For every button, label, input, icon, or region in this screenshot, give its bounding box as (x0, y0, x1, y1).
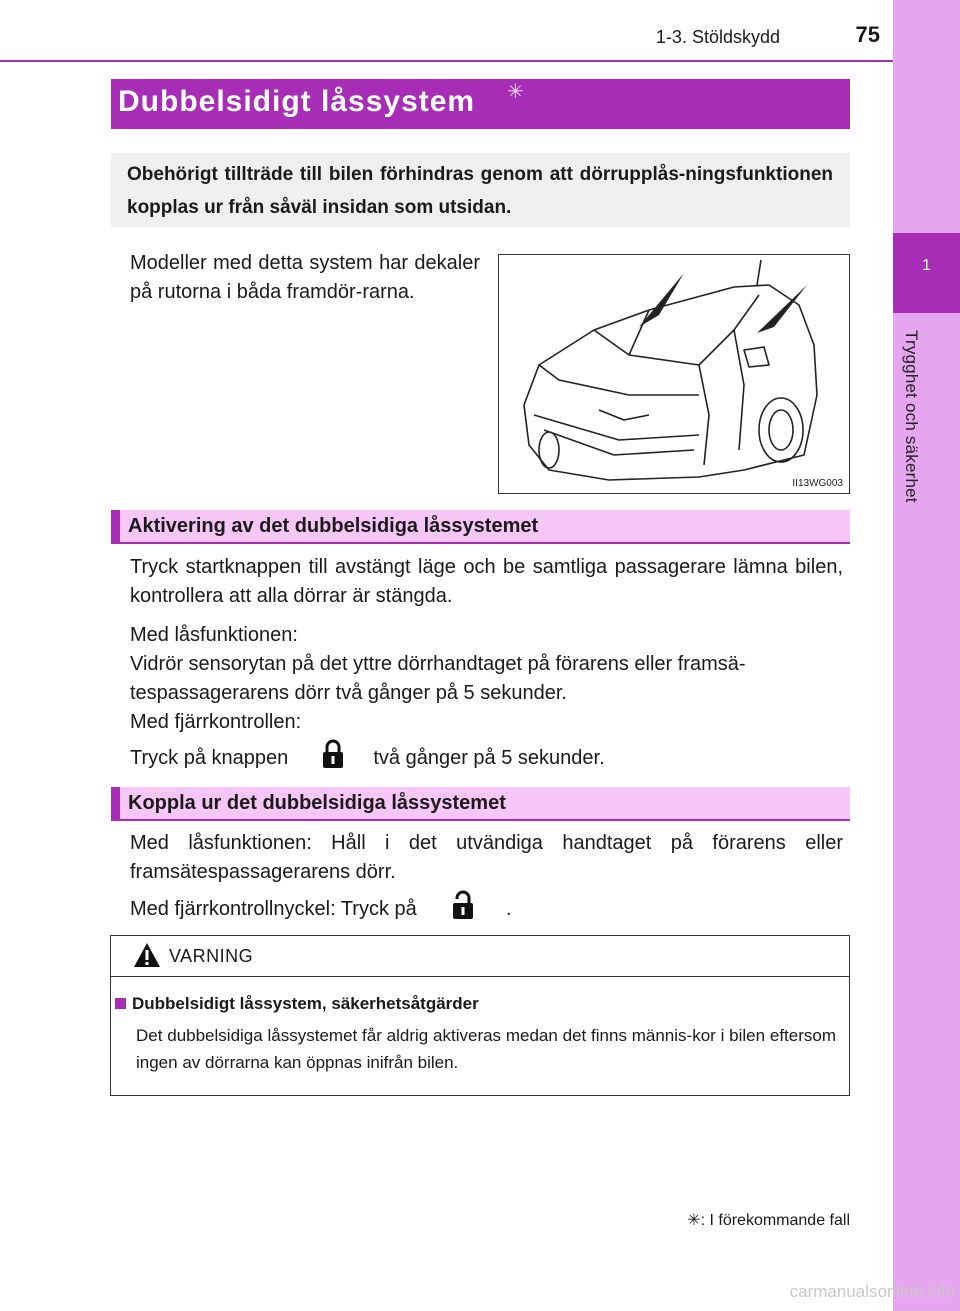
chapter-number: 1 (893, 233, 960, 313)
activate-p1: Tryck startknappen till avstängt läge och be samtliga passagerare lämna bilen, kontrollera att alla dörrar är stängda. (130, 556, 843, 607)
watermark: carmanualsonline.info (789, 1282, 955, 1301)
header-rule (0, 60, 893, 62)
deactivate-p2 (130, 889, 843, 930)
activate-p3-pre: Tryck på knappen (130, 746, 289, 769)
intro-box (111, 153, 850, 227)
deactivate-heading-bar (111, 787, 850, 821)
activate-p3-line2 (130, 738, 843, 779)
side-tab (893, 0, 960, 1311)
title-star: ✳ (507, 81, 524, 103)
unlock-icon (448, 889, 478, 930)
deactivate-p2-post: . (505, 897, 512, 920)
page-number: 75 (855, 22, 880, 47)
car-illustration (498, 254, 850, 494)
warning-item-title-text: Dubbelsidigt låssystem, säkerhetsåtgärder (132, 994, 479, 1013)
deactivate-heading: Koppla ur det dubbelsidiga låssystemet (128, 792, 506, 814)
warning-header (111, 936, 849, 977)
activate-heading: Aktivering av det dubbelsidiga låssystemet (128, 515, 539, 537)
activate-p3-post: två gånger på 5 sekunder. (373, 746, 605, 769)
activate-p2-line1: Med låsfunktionen: (130, 624, 298, 646)
footnote-text: : I förekommande fall (700, 1212, 850, 1229)
footnote-star: ✳ (687, 1212, 701, 1229)
footnote (650, 1210, 850, 1230)
warning-box (110, 935, 850, 1096)
warning-item-title (115, 994, 479, 1014)
activate-heading-bar (111, 510, 850, 544)
deactivate-p1: Med låsfunktionen: Håll i det utvändiga handtaget på förarens eller framsätespassagerarens dörr. (130, 832, 843, 883)
car-icon (499, 255, 849, 493)
warning-label: VARNING (169, 946, 254, 966)
warning-icon (133, 942, 161, 973)
intro-text: Obehörigt tillträde till bilen förhindras genom att dörrupplås-ningsfunktionen kopplas ur från såväl insidan som utsidan. (127, 164, 833, 218)
header-section: 1-3. Stöldskydd (655, 27, 780, 47)
lock-icon (318, 738, 348, 779)
image-code: II13WG003 (792, 478, 843, 489)
activate-p3-line1: Med fjärrkontrollen: (130, 711, 302, 733)
deactivate-p2-pre: Med fjärrkontrollnyckel: Tryck på (130, 897, 417, 920)
title-bar (111, 79, 850, 129)
chapter-label: Trygghet och säkerhet (902, 330, 921, 503)
warning-item-text: Det dubbelsidiga låssystemet får aldrig aktiveras medan det finns männis-kor i bilen eftersom ingen av dörrarna kan öppnas inifrån bilen. (136, 1026, 836, 1072)
activate-p2-line2: Vidrör sensorytan på det yttre dörrhandtaget på förarens eller framsä-tespassagerarens dörr två gånger på 5 sekunder. (130, 653, 746, 704)
page-title: Dubbelsidigt låssystem (118, 85, 476, 118)
models-text: Modeller med detta system har dekaler på rutorna i båda framdör-rarna. (130, 252, 480, 303)
bullet-square-icon (115, 998, 126, 1009)
